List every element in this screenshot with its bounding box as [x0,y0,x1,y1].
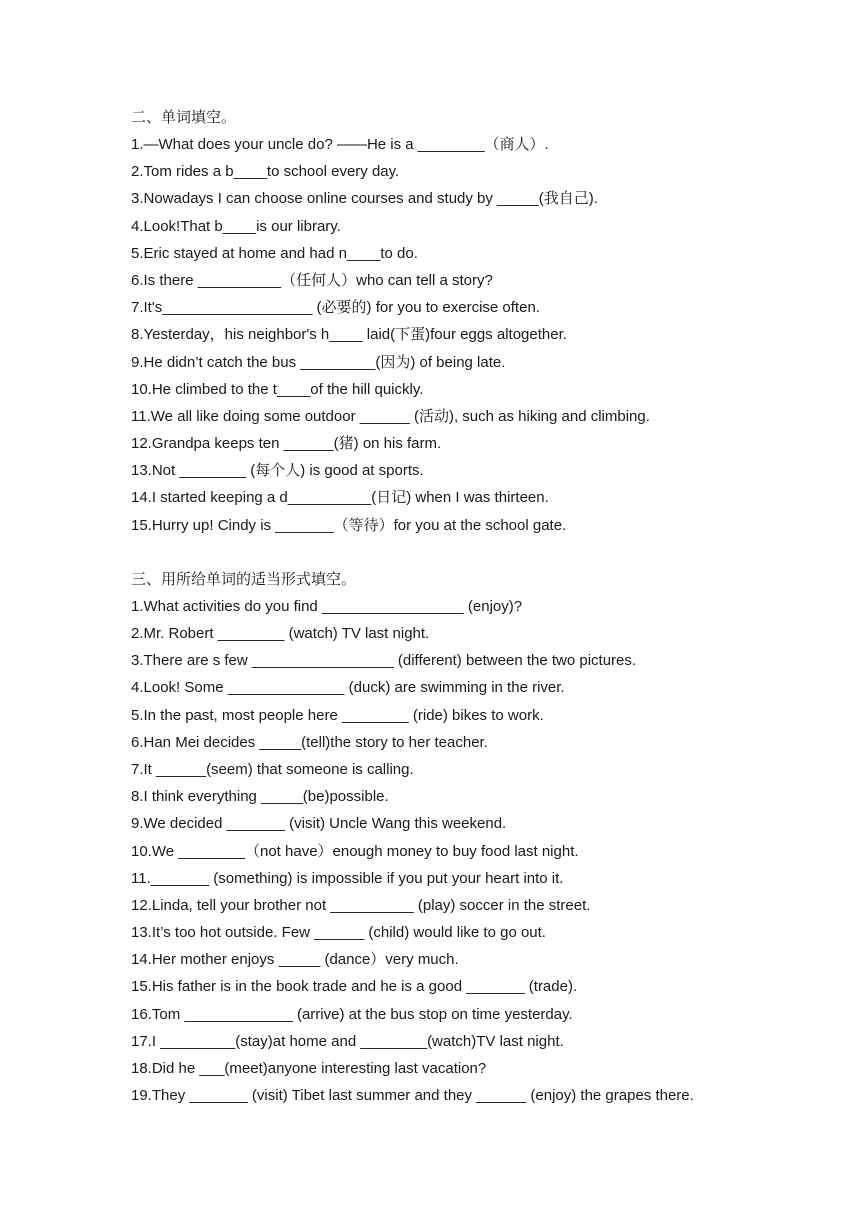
exercise-item: 14.Her mother enjoys _____ (dance）very much. [131,951,459,969]
exercise-item: 12.Linda, tell your brother not __________ (play) soccer in the street. [131,896,591,914]
exercise-item: 8.I think everything _____(be)possible. [131,788,389,806]
exercise-item: 4.Look! Some ______________ (duck) are swimming in the river. [131,679,565,697]
exercise-item: 11._______ (something) is impossible if you put your heart into it. [131,869,564,887]
section-title-word-fill: 二、单词填空。 [131,108,237,126]
exercise-item: 7.It ______(seem) that someone is calling. [131,760,414,778]
exercise-item: 10.We ________（not have）enough money to buy food last night. [131,842,579,860]
exercise-item: 7.It's__________________ (必要的) for you to exercise often. [131,299,540,317]
exercise-item: 14.I started keeping a d__________(日记) when I was thirteen. [131,489,549,507]
word-forms-list [131,593,831,1110]
section-spacer [131,539,831,566]
exercise-item: 15.Hurry up! Cindy is _______（等待）for you at the school gate. [131,516,567,534]
exercise-item: 5.Eric stayed at home and had n____to do. [131,244,418,262]
exercise-item: 2.Tom rides a b____to school every day. [131,163,400,181]
exercise-item: 17.I _________(stay)at home and ________(watch)TV last night. [131,1032,564,1050]
exercise-item: 9.He didn’t catch the bus _________(因为) of being late. [131,353,506,371]
exercise-item: 11.We all like doing some outdoor ______ (活动), such as hiking and climbing. [131,407,650,425]
exercise-item: 4.Look!That b____is our library. [131,217,341,235]
exercise-item: 13.It’s too hot outside. Few ______ (child) would like to go out. [131,924,546,942]
section-title-word-forms: 三、用所给单词的适当形式填空。 [131,569,357,588]
exercise-item: 5.In the past, most people here ________ (ride) bikes to work. [131,706,544,724]
exercise-item: 6.Is there __________（任何人）who can tell a story? [131,271,493,289]
exercise-item: 10.He climbed to the t____of the hill quickly. [131,380,424,398]
exercise-item: 16.Tom _____________ (arrive) at the bus stop on time yesterday. [131,1005,573,1023]
exercise-item: 3.Nowadays I can choose online courses and study by _____(我自己). [131,190,598,208]
exercise-item: 13.Not ________ (每个人) is good at sports. [131,462,424,480]
exercise-item: 12.Grandpa keeps ten ______(猪) on his farm. [131,435,442,453]
exercise-item: 19.They _______ (visit) Tibet last summer and they ______ (enjoy) the grapes there. [131,1087,694,1105]
worksheet-page [131,104,831,1109]
exercise-item: 1.—What does your uncle do? ——He is a ________（商人）. [131,136,549,153]
exercise-item: 6.Han Mei decides _____(tell)the story to her teacher. [131,733,488,751]
exercise-item: 15.His father is in the book trade and he is a good _______ (trade). [131,978,578,996]
exercise-item: 1.What activities do you find _________________ (enjoy)? [131,597,523,615]
exercise-item: 9.We decided _______ (visit) Uncle Wang this weekend. [131,815,507,833]
exercise-item: 18.Did he ___(meet)anyone interesting last vacation? [131,1060,487,1077]
exercise-item: 3.There are s few _________________ (different) between the two pictures. [131,652,637,670]
exercise-item: 8.Yesterday，his neighbor's h____ laid(下蛋)four eggs altogether. [131,326,567,344]
word-fill-list [131,131,831,539]
exercise-item: 2.Mr. Robert ________ (watch) TV last night. [131,625,430,642]
